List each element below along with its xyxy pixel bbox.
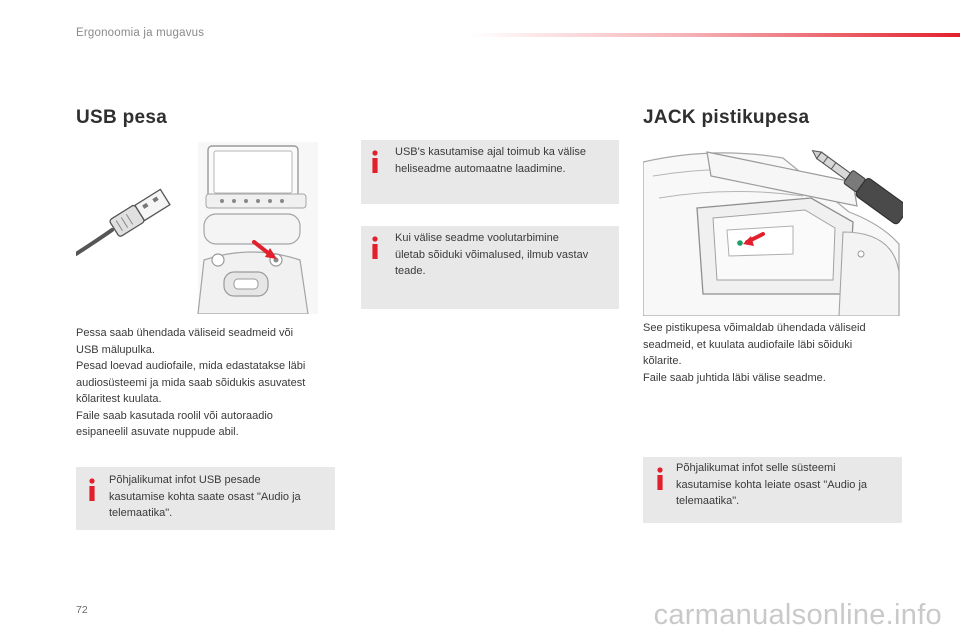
jack-description-line: seadmeid, et kuulata audiofaile läbi sõiduki bbox=[643, 338, 853, 351]
jack-section-title: JACK pistikupesa bbox=[643, 107, 810, 128]
power-consumption-note-text bbox=[395, 230, 615, 280]
usb-charging-note bbox=[361, 140, 619, 204]
usb-description bbox=[76, 325, 346, 441]
info-line: telemaatika". bbox=[109, 507, 173, 519]
usb-description-line: Pessa saab ühendada väliseid seadmeid või bbox=[76, 327, 294, 339]
jack-description-line: kõlarite. bbox=[643, 355, 682, 367]
usb-charging-note-text bbox=[395, 144, 615, 177]
info-line: Põhjalikumat infot selle süsteemi bbox=[676, 462, 836, 474]
info-line: USB's kasutamise ajal toimub ka välise bbox=[395, 146, 587, 158]
page-number: 72 bbox=[76, 604, 88, 616]
info-line: kasutamise kohta leiate osast "Audio ja bbox=[676, 478, 868, 491]
info-icon bbox=[655, 467, 665, 491]
usb-illustration bbox=[76, 142, 336, 314]
info-icon bbox=[370, 150, 380, 174]
usb-description-line: Faile saab kasutada roolil või autoraadio bbox=[76, 409, 273, 422]
chapter-title: Ergonoomia ja mugavus bbox=[76, 27, 205, 39]
info-line: ületab sõiduki võimalused, ilmub vastav bbox=[395, 248, 589, 261]
jack-description bbox=[643, 320, 913, 386]
info-icon bbox=[370, 236, 380, 260]
usb-info-box bbox=[76, 467, 335, 530]
info-line: kasutamise kohta saate osast "Audio ja bbox=[109, 490, 301, 503]
jack-plug-and-glovebox-diagram bbox=[643, 142, 903, 316]
jack-illustration bbox=[643, 142, 903, 316]
info-line: telemaatika". bbox=[676, 495, 740, 507]
usb-description-line: audiosüsteemi ja mida saab sõidukis asuvatest bbox=[76, 376, 306, 389]
info-line: teade. bbox=[395, 265, 426, 277]
usb-description-line: esipaneelil asuvate nuppude abil. bbox=[76, 426, 239, 438]
usb-description-line: kõlaritest kuulata. bbox=[76, 393, 162, 405]
jack-description-line: Faile saab juhtida läbi välise seadme. bbox=[643, 371, 826, 384]
usb-description-line: Pesad loevad audiofaile, mida edastatakse läbi bbox=[76, 360, 306, 372]
jack-info-box bbox=[643, 457, 902, 523]
usb-description-line: USB mälupulka. bbox=[76, 343, 155, 356]
jack-info-text bbox=[676, 460, 898, 510]
info-line: Kui välise seadme voolutarbimine bbox=[395, 232, 559, 244]
usb-plug-and-console-diagram bbox=[76, 142, 336, 314]
header-accent-bar bbox=[470, 33, 960, 37]
info-line: Põhjalikumat infot USB pesade bbox=[109, 474, 261, 486]
power-consumption-note bbox=[361, 226, 619, 309]
info-icon bbox=[87, 478, 97, 502]
watermark: carmanualsonline.info bbox=[653, 599, 942, 631]
info-line: heliseadme automaatne laadimine. bbox=[395, 162, 566, 175]
jack-description-line: See pistikupesa võimaldab ühendada väliseid bbox=[643, 322, 866, 334]
usb-section-title: USB pesa bbox=[76, 107, 168, 128]
usb-info-text bbox=[109, 472, 331, 522]
